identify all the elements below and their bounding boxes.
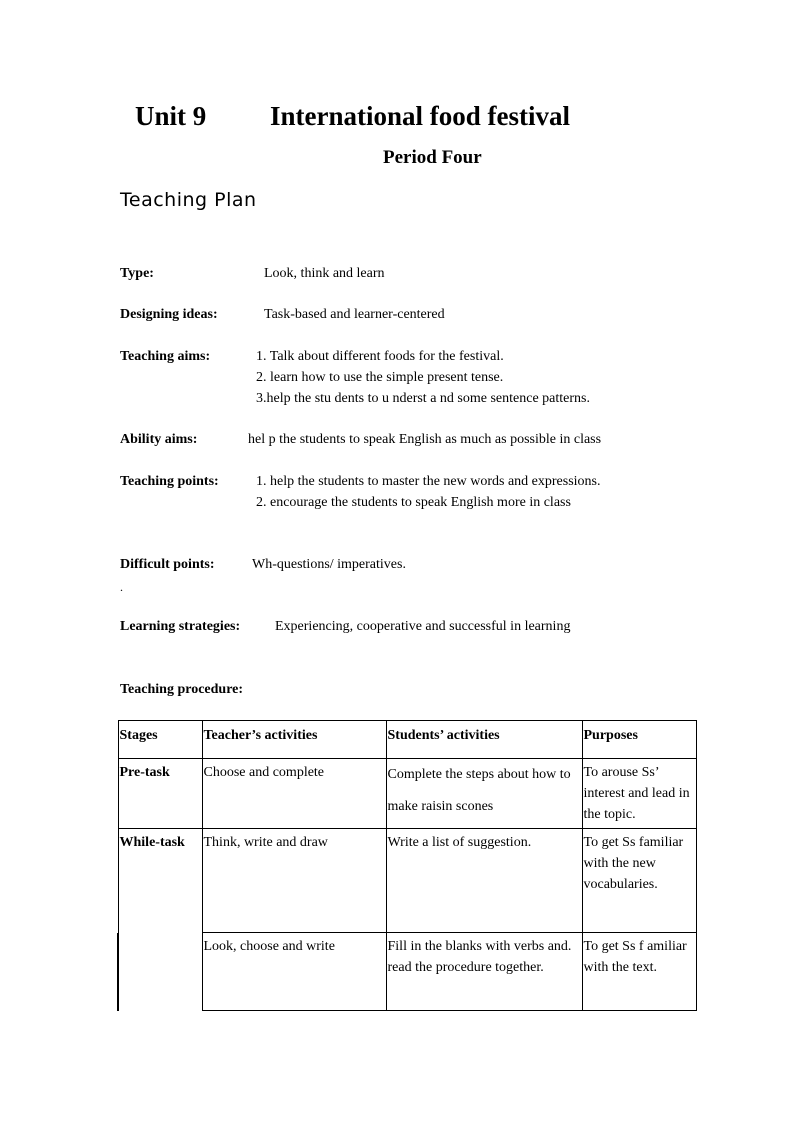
unit-title: International food festival	[270, 101, 570, 131]
teacher-activity-cell: Think, write and draw	[202, 829, 386, 933]
table-row	[118, 829, 696, 933]
students-activity-cell: Write a list of suggestion.	[386, 829, 582, 933]
table-header-row	[118, 721, 696, 759]
ability-aims-label: Ability aims:	[120, 432, 198, 447]
purpose-cell: To get Ss familiar with the new vocabularies.	[582, 829, 696, 933]
unit-number: Unit 9	[135, 101, 207, 131]
stage-cell: Pre-task	[118, 759, 202, 829]
header-teacher-activities: Teacher’s activities	[202, 721, 386, 759]
teaching-plan-heading: Teaching Plan	[120, 189, 257, 211]
purpose-cell: To get Ss f amiliar with the text.	[582, 933, 696, 1011]
teaching-procedure-label: Teaching procedure:	[120, 682, 244, 697]
type-value: Look, think and learn	[264, 266, 385, 281]
learning-strategies-label: Learning strategies:	[120, 619, 241, 634]
header-stages: Stages	[118, 721, 202, 759]
stage-cell	[118, 933, 202, 1011]
ability-aims-value: hel p the students to speak English as much as possible in class	[248, 432, 602, 447]
stray-dot: .	[120, 580, 123, 594]
period-subtitle: Period Four	[383, 147, 482, 168]
students-activity-cell: Complete the steps about how to make raisin scones	[386, 759, 582, 829]
students-activity-cell: Fill in the blanks with verbs and. read the procedure together.	[386, 933, 582, 1011]
table-row	[118, 759, 696, 829]
teaching-aim-3: 3.help the stu dents to u nderst a nd some sentence patterns.	[256, 391, 590, 406]
document-title	[135, 101, 570, 132]
teaching-aim-2: 2. learn how to use the simple present tense.	[256, 370, 504, 385]
type-label: Type:	[120, 266, 154, 281]
difficult-points-value: Wh-questions/ imperatives.	[252, 557, 406, 572]
procedure-table	[117, 720, 697, 1011]
stage-cell: While-task	[118, 829, 202, 933]
teaching-aims-label: Teaching aims:	[120, 349, 211, 364]
designing-ideas-value: Task-based and learner-centered	[264, 307, 445, 322]
difficult-points-label: Difficult points:	[120, 557, 215, 572]
teaching-points-label: Teaching points:	[120, 474, 219, 489]
teaching-point-2: 2. encourage the students to speak English more in class	[256, 495, 571, 510]
teacher-activity-cell: Choose and complete	[202, 759, 386, 829]
teaching-point-1: 1. help the students to master the new words and expressions.	[256, 474, 601, 489]
header-purposes: Purposes	[582, 721, 696, 759]
designing-ideas-label: Designing ideas:	[120, 307, 218, 322]
header-students-activities: Students’ activities	[386, 721, 582, 759]
teacher-activity-cell: Look, choose and write	[202, 933, 386, 1011]
table-row	[118, 933, 696, 1011]
purpose-cell: To arouse Ss’ interest and lead in the topic.	[582, 759, 696, 829]
learning-strategies-value: Experiencing, cooperative and successful in learning	[275, 619, 571, 634]
teaching-aim-1: 1. Talk about different foods for the festival.	[256, 349, 504, 364]
